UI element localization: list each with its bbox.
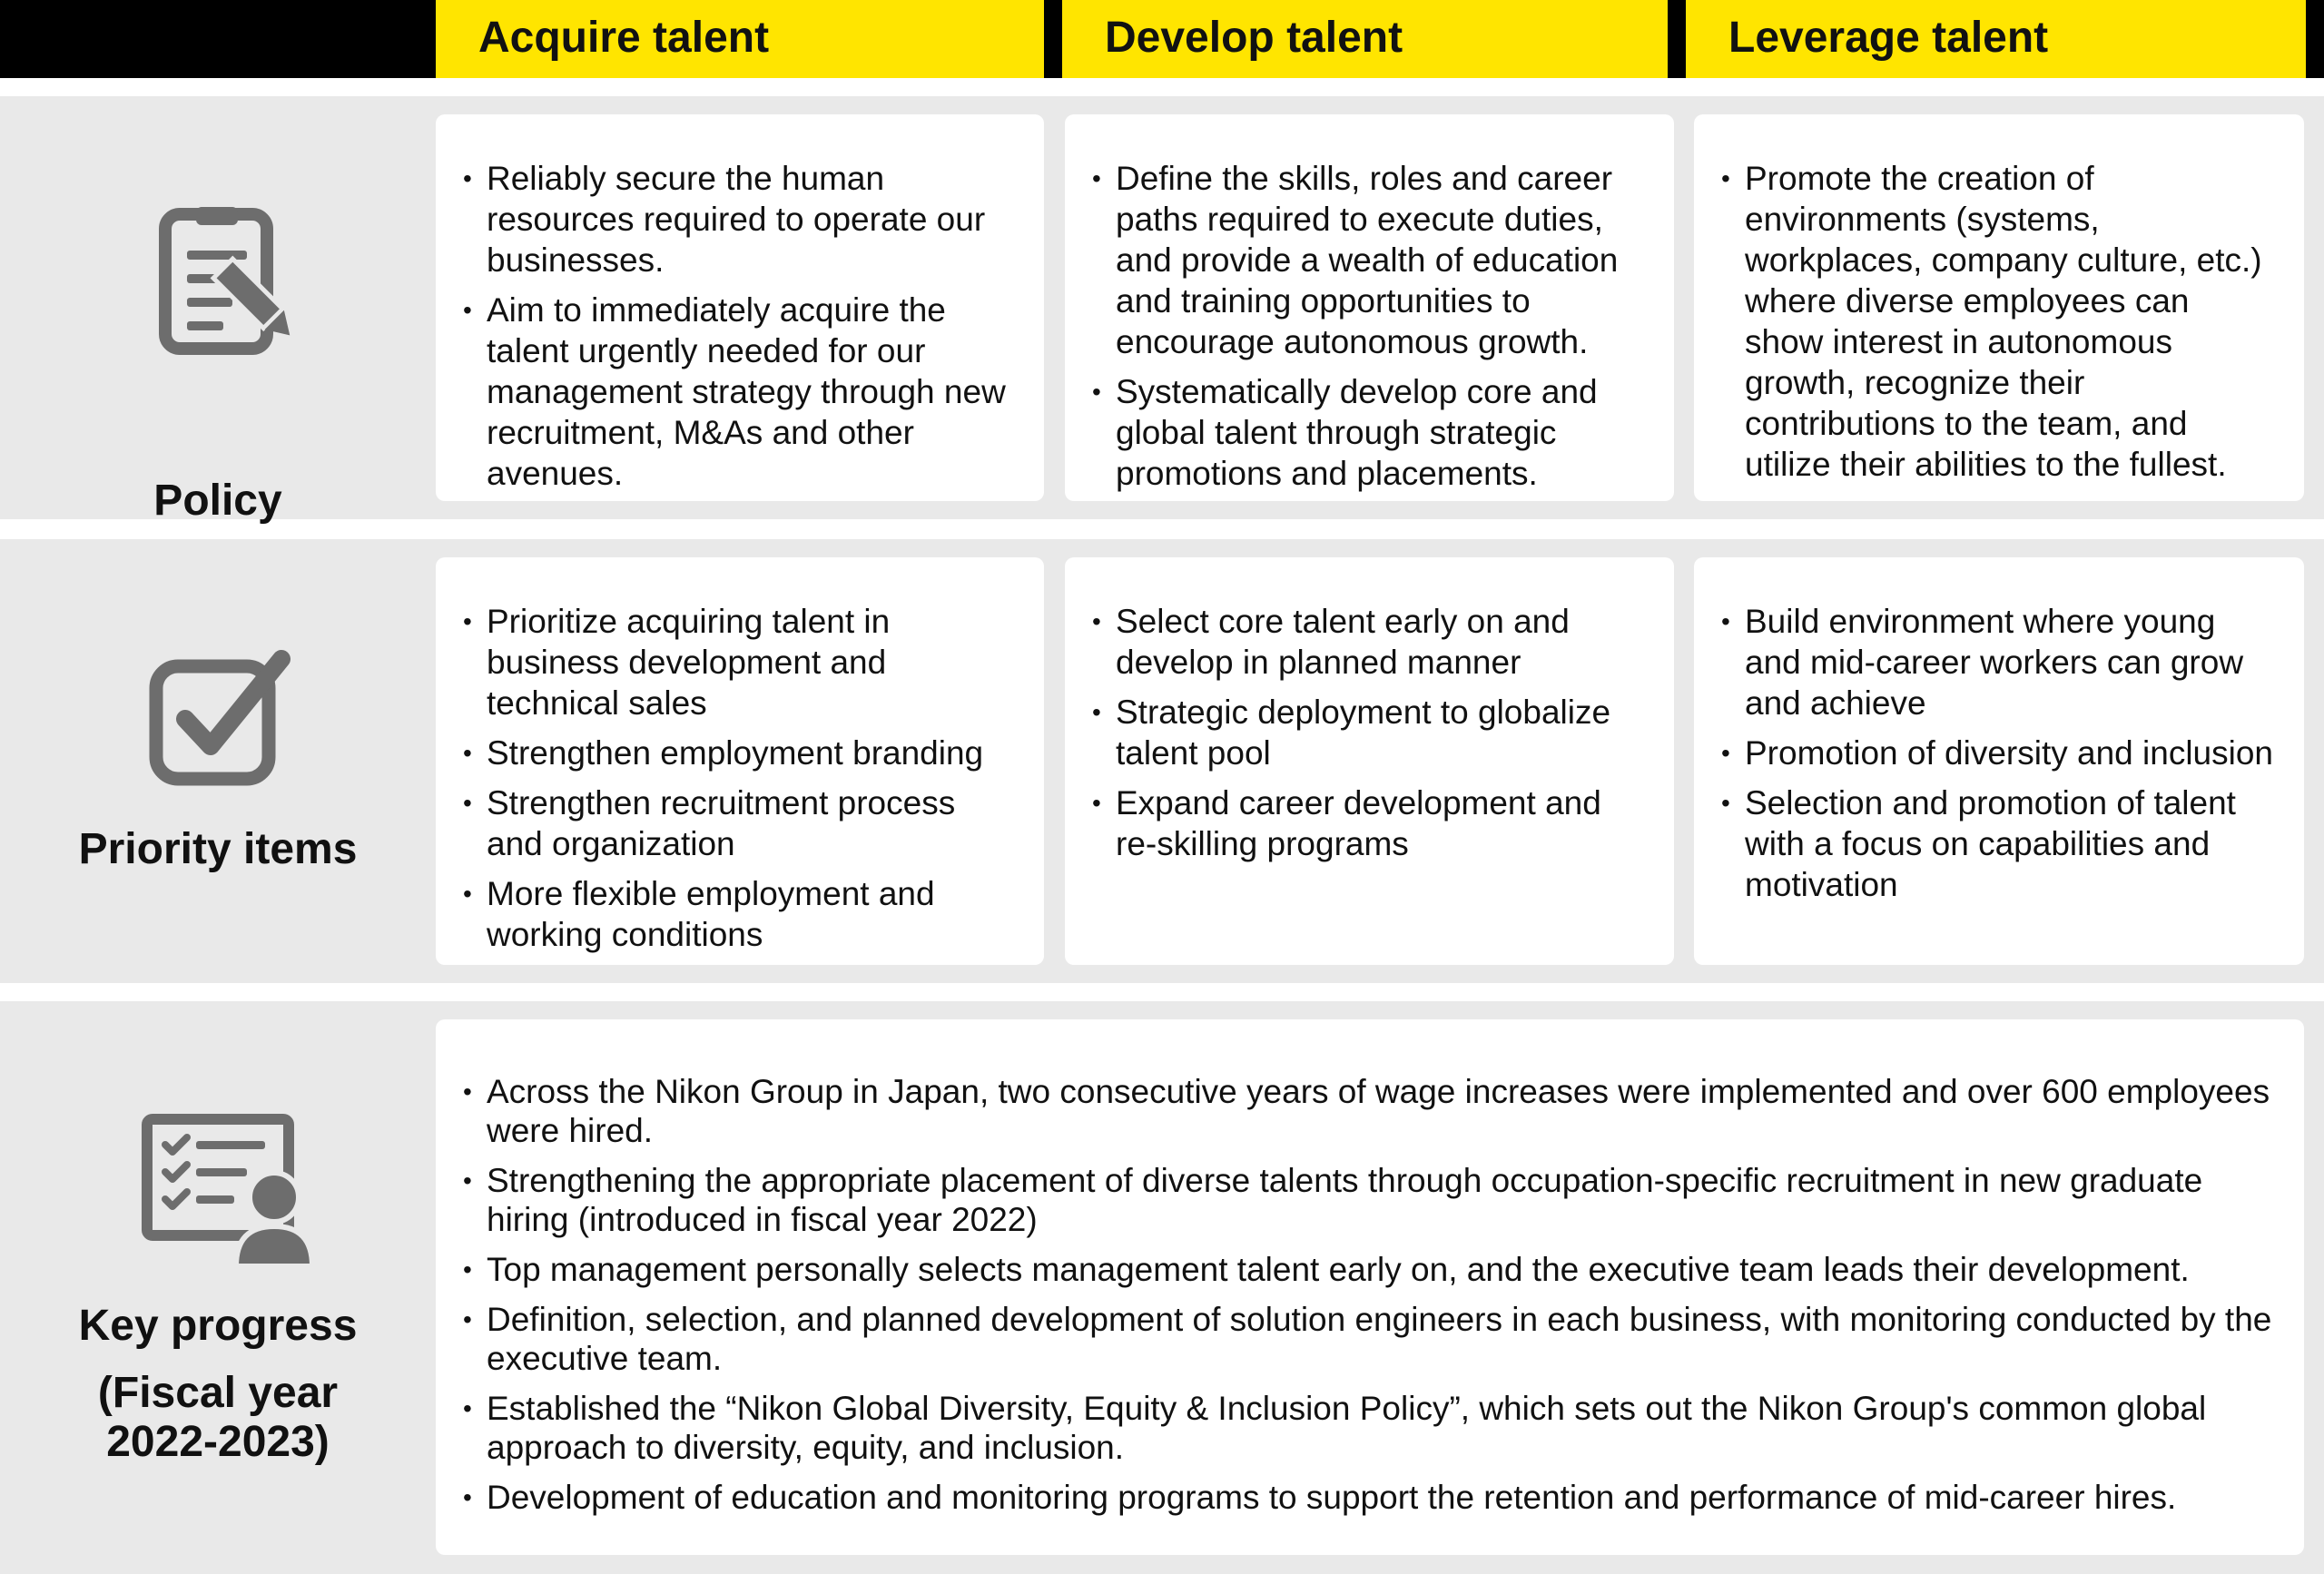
policy-card-develop — [1065, 114, 1674, 501]
list-item: • Promotion of diversity and inclusion — [1721, 733, 2277, 773]
policy-section — [0, 96, 2324, 525]
column-header-label: Acquire talent — [478, 14, 770, 62]
priority-section — [0, 539, 2324, 983]
document-edit-icon — [158, 207, 309, 358]
list-item: • Promote the creation of environments (systems, workplaces, company culture, etc.) where diverse employees can show interest in autonomous growth, recognize their contributions to the team, and utilize their abilities to the fullest. — [1721, 158, 2277, 485]
column-header-acquire — [436, 0, 1044, 78]
list-item: • Strategic deployment to globalize talent pool — [1092, 692, 1647, 773]
column-header-label: Develop talent — [1105, 14, 1403, 62]
progress-title-line-2: (Fiscal year — [97, 1369, 339, 1417]
policy-card-leverage — [1694, 114, 2304, 501]
list-item: • Prioritize acquiring talent in business development and technical sales — [463, 601, 1017, 723]
priority-title: Priority items — [78, 825, 358, 873]
progress-card — [436, 1019, 2304, 1555]
list-item: • Select core talent early on and develop in planned manner — [1092, 601, 1647, 683]
list-item: • Development of education and monitoring programs to support the retention and performance of mid-career hires. — [463, 1478, 2277, 1517]
progress-label-column — [0, 1001, 436, 1574]
list-item: • Across the Nikon Group in Japan, two consecutive years of wage increases were implemented and over 600 employees were hired. — [463, 1072, 2277, 1150]
column-header-develop — [1062, 0, 1668, 78]
priority-card-develop — [1065, 557, 1674, 965]
list-item: • Systematically develop core and global talent through strategic promotions and placements. — [1092, 371, 1647, 494]
list-item: • Strengthen recruitment process and organization — [463, 782, 1017, 864]
header-band — [0, 0, 2324, 78]
list-item: • Strengthening the appropriate placement of diverse talents through occupation-specific recruitment in new graduate hiring (introduced in fiscal year 2022) — [463, 1161, 2277, 1239]
list-item: • Reliably secure the human resources required to operate our businesses. — [463, 158, 1017, 280]
list-item: • Define the skills, roles and career paths required to execute duties, and provide a wealth of education and training opportunities to encourage autonomous growth. — [1092, 158, 1647, 362]
list-item: • Strengthen employment branding — [463, 733, 1017, 773]
list-item: • More flexible employment and working conditions — [463, 873, 1017, 955]
list-item: • Established the “Nikon Global Diversity, Equity & Inclusion Policy”, which sets out the Nikon Group's common global approach to diversity, equity, and inclusion. — [463, 1389, 2277, 1467]
list-item: • Definition, selection, and planned development of solution engineers in each business, with monitoring conducted by the executive team. — [463, 1300, 2277, 1378]
column-header-leverage — [1686, 0, 2306, 78]
policy-card-acquire — [436, 114, 1044, 501]
progress-title-line-1: Key progress — [78, 1302, 358, 1350]
list-item: • Build environment where young and mid-career workers can grow and achieve — [1721, 601, 2277, 723]
priority-card-acquire — [436, 557, 1044, 965]
column-header-label: Leverage talent — [1728, 14, 2049, 62]
progress-section — [0, 1001, 2324, 1574]
priority-label-column — [0, 539, 436, 983]
list-item: • Aim to immediately acquire the talent urgently needed for our management strategy through new recruitment, M&As and other avenues. — [463, 290, 1017, 494]
policy-label-column — [0, 96, 436, 525]
progress-title-line-3: 2022-2023) — [106, 1418, 330, 1466]
list-item: • Expand career development and re-skilling programs — [1092, 782, 1647, 864]
priority-card-leverage — [1694, 557, 2304, 965]
checkbox-checked-icon — [145, 646, 290, 792]
policy-title: Policy — [153, 477, 282, 525]
list-item: • Selection and promotion of talent with a focus on capabilities and motivation — [1721, 782, 2277, 905]
list-item: • Top management personally selects management talent early on, and the executive team leads their development. — [463, 1250, 2277, 1289]
checklist-person-icon — [140, 1112, 312, 1266]
